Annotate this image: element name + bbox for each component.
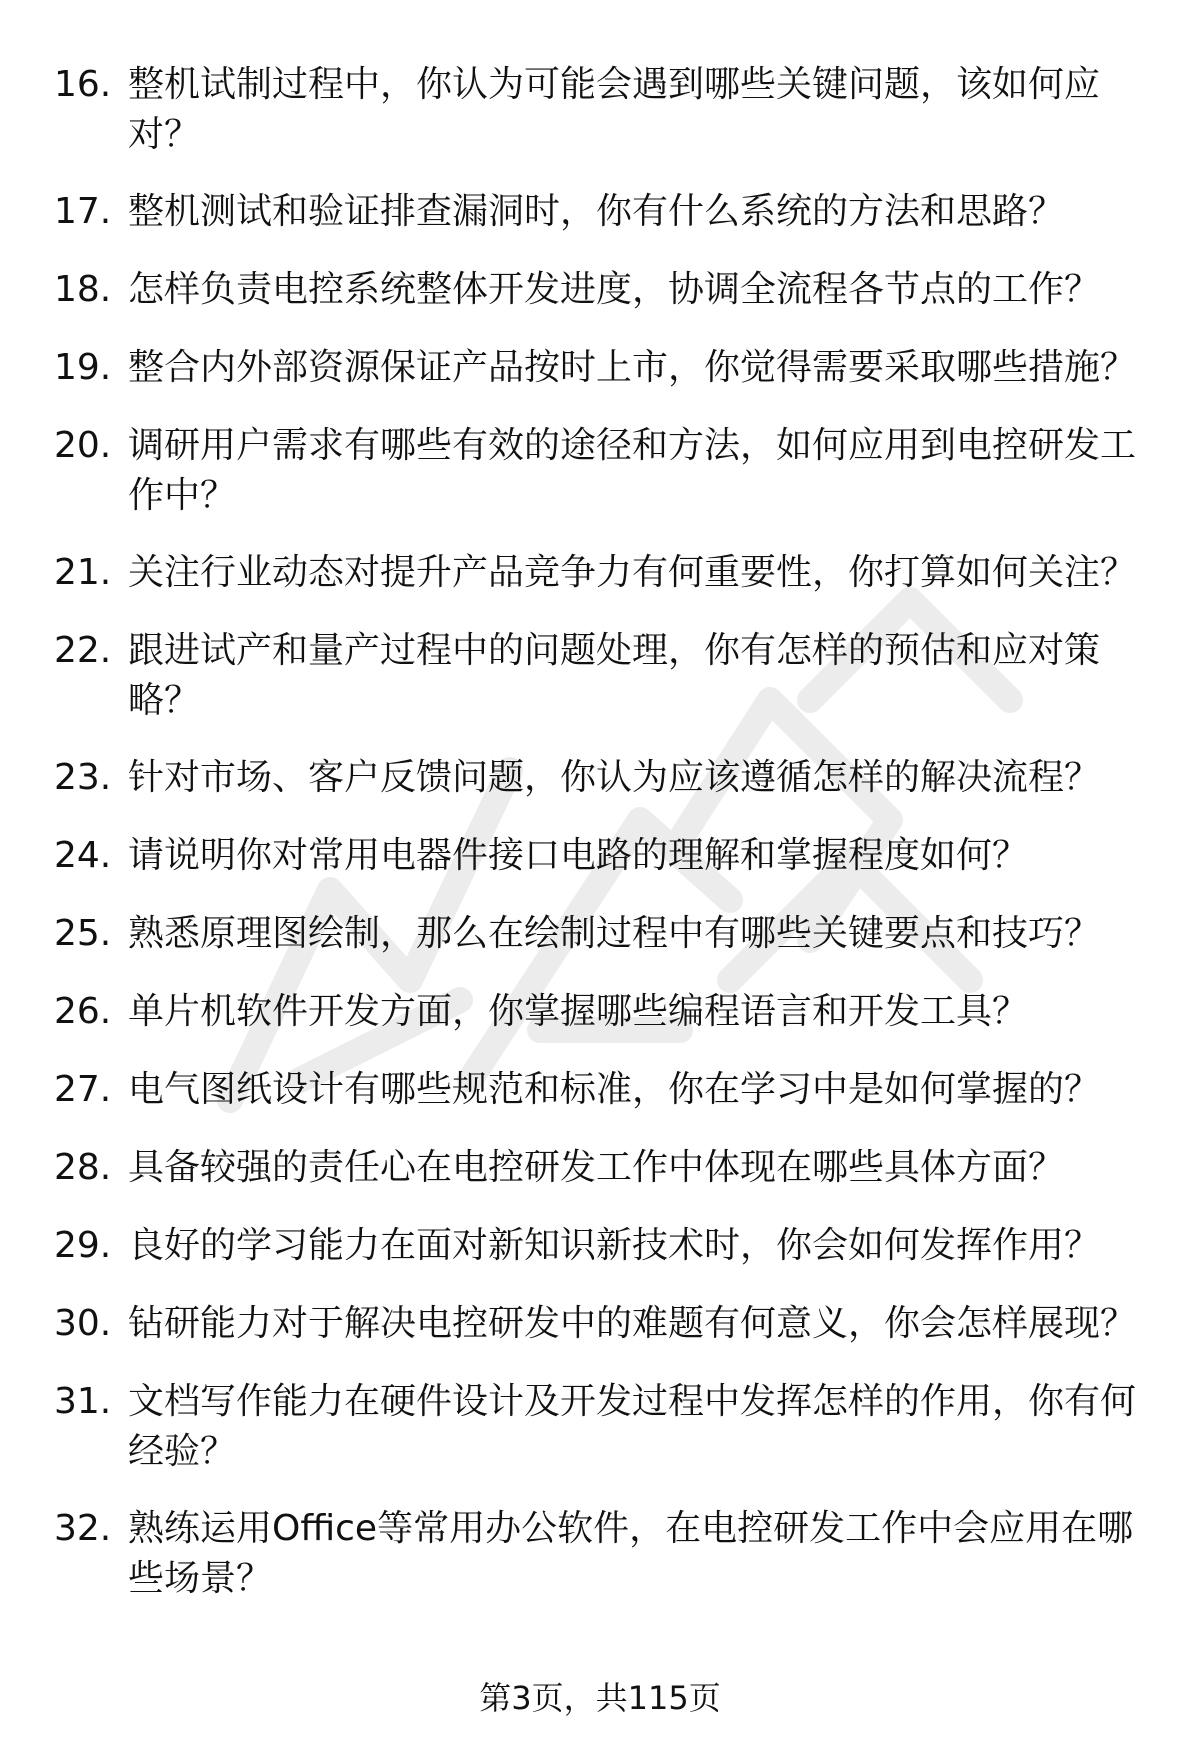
- question-text: 钻研能力对于解决电控研发中的难题有何意义，你会怎样展现？: [128, 1303, 1137, 1344]
- question-number: 29.: [54, 1225, 112, 1266]
- question-text: 请说明你对常用电器件接口电路的理解和掌握程度如何？: [128, 835, 1029, 876]
- question-number: 17.: [54, 191, 112, 232]
- question-text: 良好的学习能力在面对新知识新技术时，你会如何发挥作用？: [128, 1225, 1101, 1266]
- question-text: 跟进试产和量产过程中的问题处理，你有怎样的预估和应对策略？: [128, 630, 1101, 721]
- question-number: 20.: [54, 425, 112, 466]
- question-number: 19.: [54, 347, 112, 388]
- question-number: 31.: [54, 1381, 112, 1422]
- question-number: 28.: [54, 1147, 112, 1188]
- question-number: 16.: [54, 64, 112, 105]
- question-number: 32.: [54, 1508, 112, 1549]
- question-number: 27.: [54, 1069, 112, 1110]
- question-text: 文档写作能力在硬件设计及开发过程中发挥怎样的作用，你有何经验？: [128, 1381, 1137, 1472]
- question-number: 23.: [54, 757, 112, 798]
- page-footer: 第3页，共115页: [479, 1679, 721, 1717]
- question-number: 21.: [54, 552, 112, 593]
- question-text: 熟悉原理图绘制，那么在绘制过程中有哪些关键要点和技巧？: [128, 913, 1101, 954]
- question-text: 电气图纸设计有哪些规范和标准，你在学习中是如何掌握的？: [128, 1069, 1101, 1110]
- question-text: 调研用户需求有哪些有效的途径和方法，如何应用到电控研发工作中？: [128, 425, 1137, 516]
- question-number: 26.: [54, 991, 112, 1032]
- question-number: 18.: [54, 269, 112, 310]
- question-number: 24.: [54, 835, 112, 876]
- question-text: 整合内外部资源保证产品按时上市，你觉得需要采取哪些措施？: [128, 347, 1137, 388]
- question-text: 整机试制过程中，你认为可能会遇到哪些关键问题，该如何应对？: [128, 64, 1101, 155]
- question-text: 针对市场、客户反馈问题，你认为应该遵循怎样的解决流程？: [128, 757, 1101, 798]
- question-number: 30.: [54, 1303, 112, 1344]
- question-text: 整机测试和验证排查漏洞时，你有什么系统的方法和思路？: [128, 191, 1065, 232]
- question-text: 怎样负责电控系统整体开发进度，协调全流程各节点的工作？: [128, 269, 1101, 310]
- question-text: 关注行业动态对提升产品竞争力有何重要性，你打算如何关注？: [128, 552, 1137, 593]
- question-number: 22.: [54, 630, 112, 671]
- question-text: 具备较强的责任心在电控研发工作中体现在哪些具体方面？: [128, 1147, 1065, 1188]
- question-text: 熟练运用Office等常用办公软件，在电控研发工作中会应用在哪些场景？: [128, 1508, 1134, 1599]
- question-text: 单片机软件开发方面，你掌握哪些编程语言和开发工具？: [128, 991, 1029, 1032]
- question-number: 25.: [54, 913, 112, 954]
